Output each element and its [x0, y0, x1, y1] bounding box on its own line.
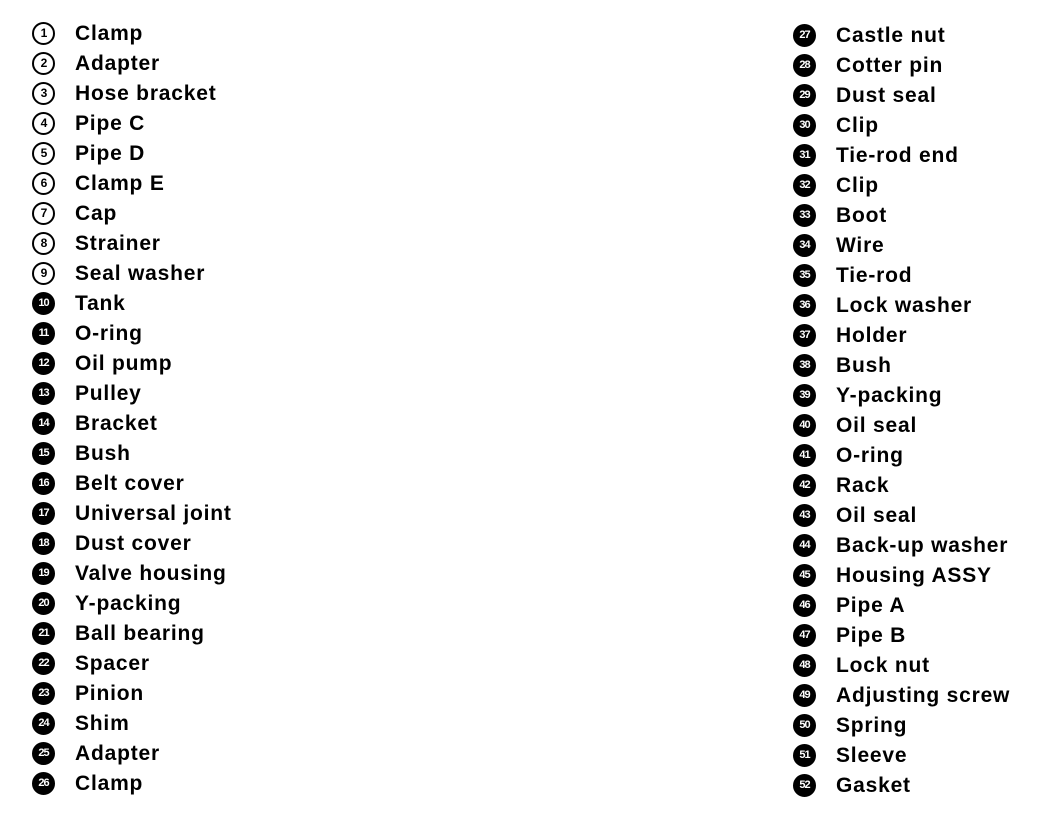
part-name: Valve housing	[75, 561, 227, 585]
part-name: Housing ASSY	[836, 563, 992, 587]
part-name: Clamp E	[75, 171, 165, 195]
part-item	[793, 320, 1010, 350]
part-name: Adapter	[75, 741, 160, 765]
part-item	[793, 740, 1010, 770]
part-item	[32, 558, 232, 588]
part-item	[32, 408, 232, 438]
part-number-badge: 16	[32, 472, 55, 495]
part-item	[793, 770, 1010, 800]
part-number-badge: 18	[32, 532, 55, 555]
part-number-badge: 40	[793, 414, 816, 437]
part-item	[32, 48, 232, 78]
part-number-badge: 11	[32, 322, 55, 345]
part-number-badge: 6	[32, 172, 55, 195]
part-name: Cotter pin	[836, 53, 944, 77]
part-number-badge: 39	[793, 384, 816, 407]
part-item	[32, 198, 232, 228]
part-number-badge: 4	[32, 112, 55, 135]
part-number-badge: 43	[793, 504, 816, 527]
part-number-badge: 35	[793, 264, 816, 287]
part-item	[793, 380, 1010, 410]
part-name: Pipe D	[75, 141, 146, 165]
part-name: Oil seal	[836, 413, 918, 437]
part-item	[793, 80, 1010, 110]
part-item	[793, 560, 1010, 590]
part-name: Hose bracket	[75, 81, 217, 105]
part-item	[32, 108, 232, 138]
part-item	[32, 318, 232, 348]
part-item	[32, 438, 232, 468]
part-name: Oil pump	[75, 351, 173, 375]
part-name: Rack	[836, 473, 890, 497]
part-item	[32, 348, 232, 378]
part-number-badge: 17	[32, 502, 55, 525]
part-number-badge: 1	[32, 22, 55, 45]
part-number-badge: 9	[32, 262, 55, 285]
part-name: Clip	[836, 113, 879, 137]
part-number-badge: 23	[32, 682, 55, 705]
part-item	[793, 530, 1010, 560]
part-item	[793, 350, 1010, 380]
part-name: Adapter	[75, 51, 160, 75]
part-number-badge: 12	[32, 352, 55, 375]
part-name: Boot	[836, 203, 888, 227]
part-number-badge: 24	[32, 712, 55, 735]
part-name: Dust cover	[75, 531, 192, 555]
part-number-badge: 41	[793, 444, 816, 467]
part-number-badge: 25	[32, 742, 55, 765]
part-number-badge: 5	[32, 142, 55, 165]
part-name: Lock nut	[836, 653, 930, 677]
part-number-badge: 3	[32, 82, 55, 105]
part-item	[793, 680, 1010, 710]
part-item	[793, 20, 1010, 50]
part-number-badge: 38	[793, 354, 816, 377]
part-number-badge: 34	[793, 234, 816, 257]
part-item	[32, 378, 232, 408]
part-name: Universal joint	[75, 501, 232, 525]
part-name: O-ring	[75, 321, 143, 345]
part-number-badge: 42	[793, 474, 816, 497]
part-number-badge: 14	[32, 412, 55, 435]
part-item	[793, 260, 1010, 290]
part-name: O-ring	[836, 443, 904, 467]
part-item	[793, 230, 1010, 260]
part-item	[793, 650, 1010, 680]
part-number-badge: 27	[793, 24, 816, 47]
part-number-badge: 28	[793, 54, 816, 77]
part-item	[32, 138, 232, 168]
part-number-badge: 52	[793, 774, 816, 797]
part-name: Holder	[836, 323, 908, 347]
part-name: Adjusting screw	[836, 683, 1011, 707]
part-name: Pipe B	[836, 623, 907, 647]
part-number-badge: 30	[793, 114, 816, 137]
part-item	[32, 678, 232, 708]
part-name: Y-packing	[75, 591, 182, 615]
part-number-badge: 19	[32, 562, 55, 585]
part-item	[32, 738, 232, 768]
part-name: Pipe A	[836, 593, 906, 617]
part-item	[793, 620, 1010, 650]
part-item	[32, 228, 232, 258]
part-number-badge: 21	[32, 622, 55, 645]
part-item	[793, 110, 1010, 140]
part-number-badge: 20	[32, 592, 55, 615]
part-number-badge: 29	[793, 84, 816, 107]
part-item	[32, 618, 232, 648]
part-name: Tie-rod end	[836, 143, 959, 167]
part-item	[793, 410, 1010, 440]
part-number-badge: 47	[793, 624, 816, 647]
part-number-badge: 50	[793, 714, 816, 737]
part-name: Spacer	[75, 651, 150, 675]
part-number-badge: 46	[793, 594, 816, 617]
part-item	[793, 440, 1010, 470]
part-item	[32, 468, 232, 498]
part-item	[32, 288, 232, 318]
part-number-badge: 44	[793, 534, 816, 557]
part-item	[793, 140, 1010, 170]
part-number-badge: 2	[32, 52, 55, 75]
part-name: Wire	[836, 233, 885, 257]
part-name: Lock washer	[836, 293, 973, 317]
part-name: Ball bearing	[75, 621, 205, 645]
part-number-badge: 31	[793, 144, 816, 167]
part-number-badge: 45	[793, 564, 816, 587]
part-item	[793, 710, 1010, 740]
part-name: Dust seal	[836, 83, 937, 107]
part-name: Belt cover	[75, 471, 185, 495]
part-item	[793, 170, 1010, 200]
part-number-badge: 49	[793, 684, 816, 707]
part-name: Spring	[836, 713, 908, 737]
part-item	[32, 708, 232, 738]
part-number-badge: 22	[32, 652, 55, 675]
part-number-badge: 7	[32, 202, 55, 225]
parts-list-left	[32, 18, 232, 798]
part-number-badge: 13	[32, 382, 55, 405]
part-item	[32, 498, 232, 528]
part-name: Clamp	[75, 771, 144, 795]
part-name: Oil seal	[836, 503, 918, 527]
part-name: Pinion	[75, 681, 144, 705]
part-item	[32, 768, 232, 798]
part-name: Back-up washer	[836, 533, 1009, 557]
part-number-badge: 37	[793, 324, 816, 347]
parts-list-right	[793, 20, 1010, 800]
part-item	[32, 648, 232, 678]
part-name: Y-packing	[836, 383, 943, 407]
part-name: Clamp	[75, 21, 144, 45]
part-name: Strainer	[75, 231, 161, 255]
part-item	[793, 500, 1010, 530]
part-item	[32, 168, 232, 198]
part-number-badge: 36	[793, 294, 816, 317]
part-item	[32, 588, 232, 618]
part-name: Gasket	[836, 773, 911, 797]
part-name: Sleeve	[836, 743, 908, 767]
part-name: Clip	[836, 173, 879, 197]
part-item	[793, 290, 1010, 320]
part-number-badge: 8	[32, 232, 55, 255]
part-item	[32, 78, 232, 108]
part-number-badge: 32	[793, 174, 816, 197]
part-item	[793, 590, 1010, 620]
part-name: Cap	[75, 201, 118, 225]
part-name: Tie-rod	[836, 263, 913, 287]
part-name: Bracket	[75, 411, 158, 435]
part-number-badge: 26	[32, 772, 55, 795]
part-name: Tank	[75, 291, 126, 315]
part-name: Pipe C	[75, 111, 146, 135]
part-item	[793, 470, 1010, 500]
part-number-badge: 15	[32, 442, 55, 465]
part-name: Bush	[75, 441, 131, 465]
part-name: Bush	[836, 353, 892, 377]
part-number-badge: 51	[793, 744, 816, 767]
part-name: Seal washer	[75, 261, 206, 285]
part-item	[32, 18, 232, 48]
part-number-badge: 33	[793, 204, 816, 227]
part-item	[32, 258, 232, 288]
part-name: Shim	[75, 711, 130, 735]
part-name: Pulley	[75, 381, 142, 405]
part-item	[793, 50, 1010, 80]
part-number-badge: 48	[793, 654, 816, 677]
part-item	[32, 528, 232, 558]
part-number-badge: 10	[32, 292, 55, 315]
part-name: Castle nut	[836, 23, 946, 47]
part-item	[793, 200, 1010, 230]
